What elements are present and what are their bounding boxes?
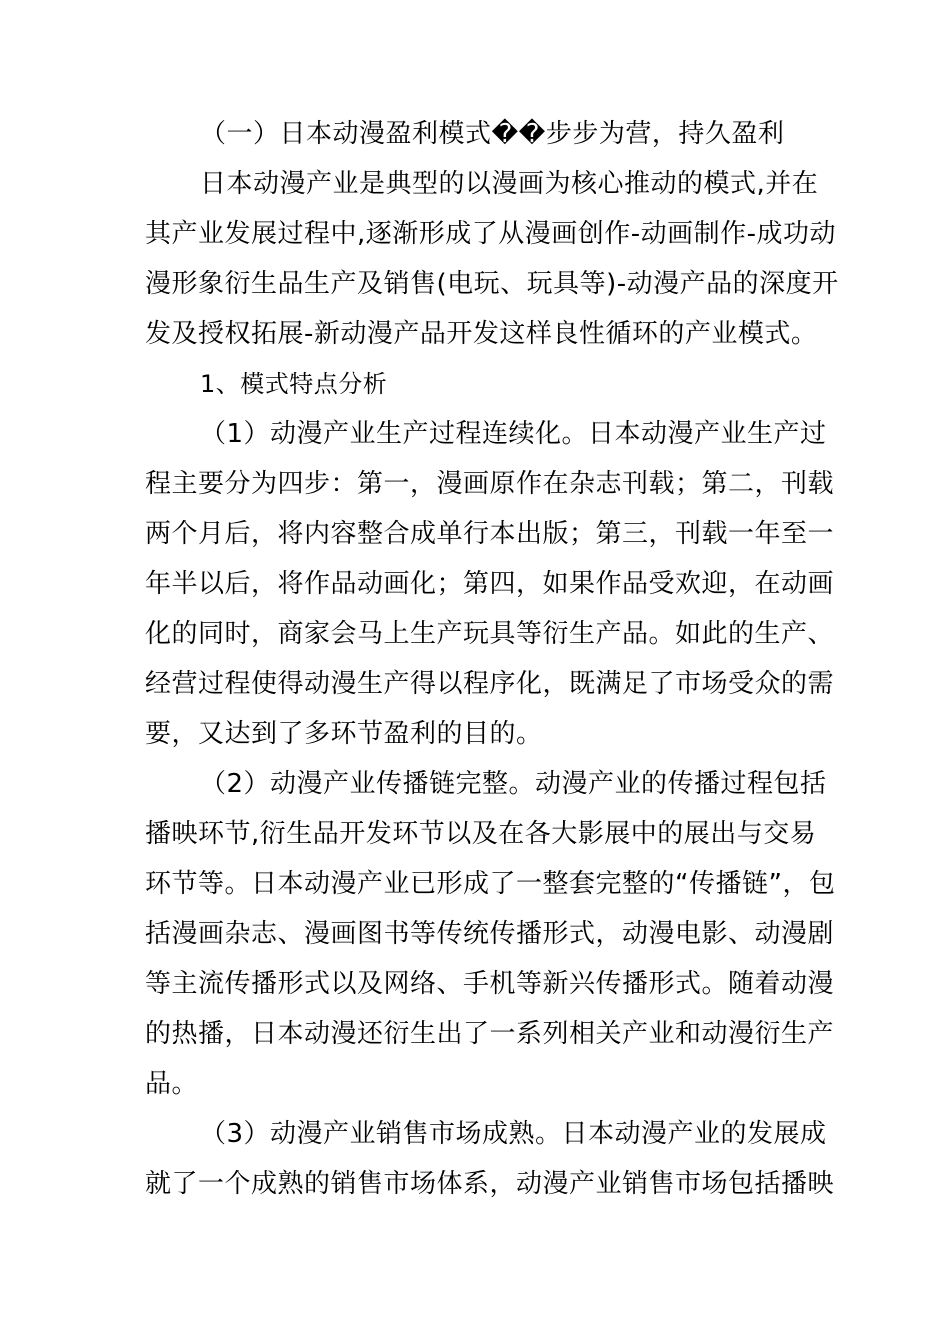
intro-line-4: 发及授权拓展-新动漫产品开发这样良性循环的产业模式。 xyxy=(145,319,818,349)
point3-line-2: 就了一个成熟的销售市场体系，动漫产业销售市场包括播映 xyxy=(145,1169,835,1199)
point2-line-4: 括漫画杂志、漫画图书等传统传播形式，动漫电影、动漫剧 xyxy=(145,919,835,949)
point1-line-4: 年半以后，将作品动画化；第四，如果作品受欢迎，在动画 xyxy=(145,569,835,599)
point2-line-5: 等主流传播形式以及网络、手机等新兴传播形式。随着动漫 xyxy=(145,969,835,999)
section-heading: （一）日本动漫盈利模式��步步为营，持久盈利 xyxy=(200,119,785,149)
point1-line-3: 两个月后，将内容整合成单行本出版；第三，刊载一年至一 xyxy=(145,519,835,549)
point2-line-3: 环节等。日本动漫产业已形成了一整套完整的“传播链”，包 xyxy=(145,869,836,899)
point1-line-5: 化的同时，商家会马上生产玩具等衍生产品。如此的生产、 xyxy=(145,619,835,649)
point1-line-7: 要，又达到了多环节盈利的目的。 xyxy=(145,719,543,749)
point1-line-1: （1）动漫产业生产过程连续化。日本动漫产业生产过 xyxy=(200,419,827,449)
point1-line-6: 经营过程使得动漫生产得以程序化，既满足了市场受众的需 xyxy=(145,669,835,699)
intro-line-1: 日本动漫产业是典型的以漫画为核心推动的模式,并在 xyxy=(200,169,819,199)
point2-line-6: 的热播，日本动漫还衍生出了一系列相关产业和动漫衍生产 xyxy=(145,1019,835,1049)
point3-line-1: （3）动漫产业销售市场成熟。日本动漫产业的发展成 xyxy=(200,1119,827,1149)
intro-line-2: 其产业发展过程中,逐渐形成了从漫画创作-动画制作-成功动 xyxy=(145,219,837,249)
point2-line-1: （2）动漫产业传播链完整。动漫产业的传播过程包括 xyxy=(200,769,827,799)
subheading: 1、模式特点分析 xyxy=(200,370,388,398)
point2-line-2: 播映环节,衍生品开发环节以及在各大影展中的展出与交易 xyxy=(145,819,817,849)
point2-line-7: 品。 xyxy=(145,1069,199,1099)
point1-line-2: 程主要分为四步：第一，漫画原作在杂志刊载；第二，刊载 xyxy=(145,469,835,499)
intro-line-3: 漫形象衍生品生产及销售(电玩、玩具等)-动漫产品的深度开 xyxy=(145,269,839,299)
